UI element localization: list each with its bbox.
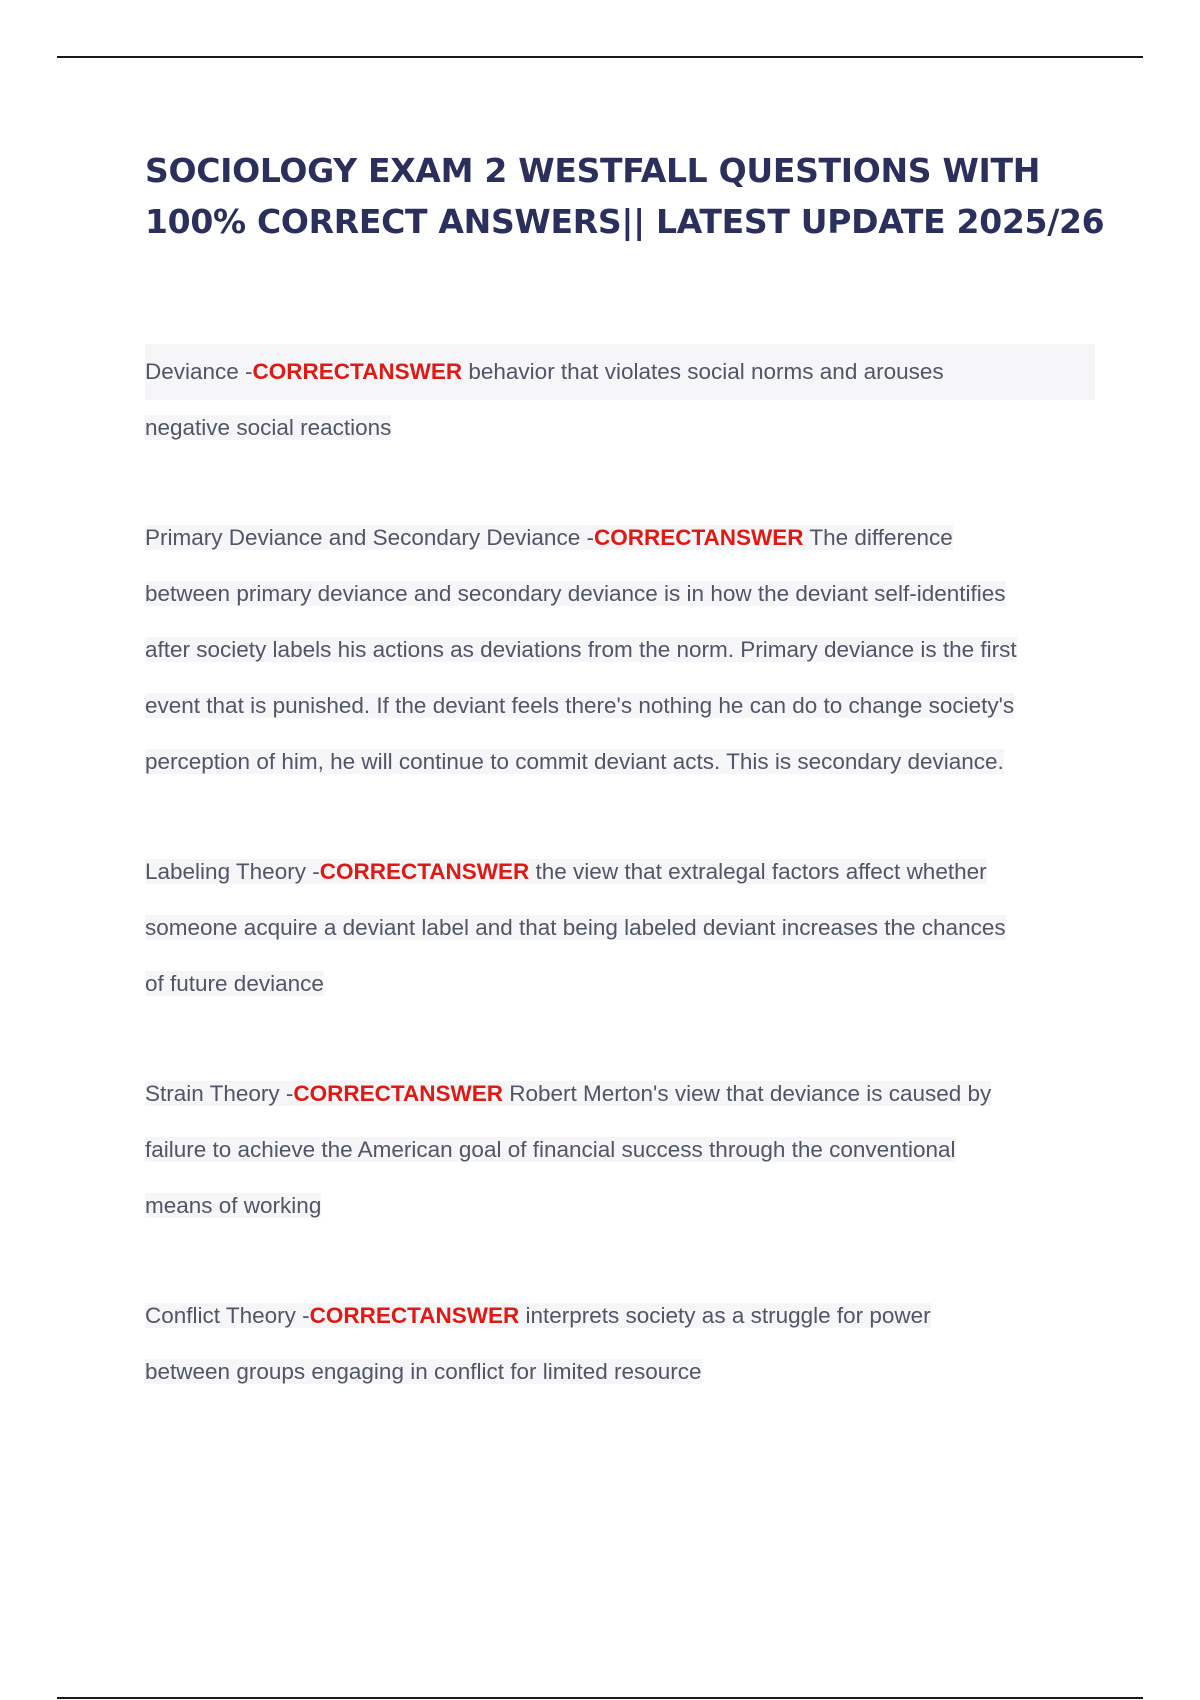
entry-answer-text: the view that extralegal factors affect whether — [529, 859, 987, 884]
top-rule — [57, 56, 1143, 58]
correct-answer-tag: CORRECTANSWER — [293, 1081, 503, 1106]
entry-line: means of working — [145, 1193, 322, 1218]
entry-term: Primary Deviance and Secondary Deviance - — [145, 525, 594, 550]
entry-first-line — [145, 844, 1095, 900]
entry-line: event that is punished. If the deviant feels there's nothing he can do to change society's — [145, 693, 1015, 718]
qa-entry-deviance — [145, 344, 1095, 456]
entry-first-line — [145, 1066, 1095, 1122]
title-line-1: SOCIOLOGY EXAM 2 WESTFALL QUESTIONS WITH — [145, 151, 1041, 190]
entry-line: of future deviance — [145, 971, 324, 996]
entry-line: after society labels his actions as deviations from the norm. Primary deviance is the first — [145, 637, 1017, 662]
entry-first-line — [145, 510, 1095, 566]
entry-answer-text: Robert Merton's view that deviance is caused by — [502, 1081, 992, 1106]
entry-answer-text: The difference — [803, 525, 953, 550]
entry-term: Conflict Theory - — [145, 1303, 310, 1328]
correct-answer-tag: CORRECTANSWER — [593, 525, 804, 550]
entry-term: Deviance - — [145, 359, 253, 384]
entry-first-line — [145, 1288, 1095, 1344]
qa-entries — [145, 344, 1095, 1454]
entry-line: between groups engaging in conflict for limited resource — [145, 1359, 702, 1384]
correct-answer-tag: CORRECTANSWER — [319, 859, 530, 884]
bottom-rule — [57, 1697, 1143, 1699]
title-line-2: 100% CORRECT ANSWERS|| LATEST UPDATE 2025/26 — [145, 202, 1105, 241]
entry-line: negative social reactions — [145, 415, 392, 440]
correct-answer-tag: CORRECTANSWER — [309, 1303, 520, 1328]
entry-answer-text: interprets society as a struggle for power — [519, 1303, 931, 1328]
entry-line: failure to achieve the American goal of financial success through the conventional — [145, 1137, 956, 1162]
entry-term: Labeling Theory - — [145, 859, 320, 884]
qa-entry-primary-secondary-deviance — [145, 510, 1095, 790]
qa-entry-conflict-theory — [145, 1288, 1095, 1400]
entry-line: someone acquire a deviant label and that being labeled deviant increases the chances — [145, 915, 1006, 940]
entry-first-line — [145, 344, 1095, 400]
entry-term: Strain Theory - — [145, 1081, 294, 1106]
entry-line: between primary deviance and secondary deviance is in how the deviant self-identifies — [145, 581, 1006, 606]
qa-entry-labeling-theory — [145, 844, 1095, 1012]
document-title — [145, 145, 1105, 247]
qa-entry-strain-theory — [145, 1066, 1095, 1234]
entry-line: perception of him, he will continue to commit deviant acts. This is secondary deviance. — [145, 749, 1004, 774]
correct-answer-tag: CORRECTANSWER — [252, 359, 463, 384]
entry-answer-text: behavior that violates social norms and arouses — [462, 359, 944, 384]
